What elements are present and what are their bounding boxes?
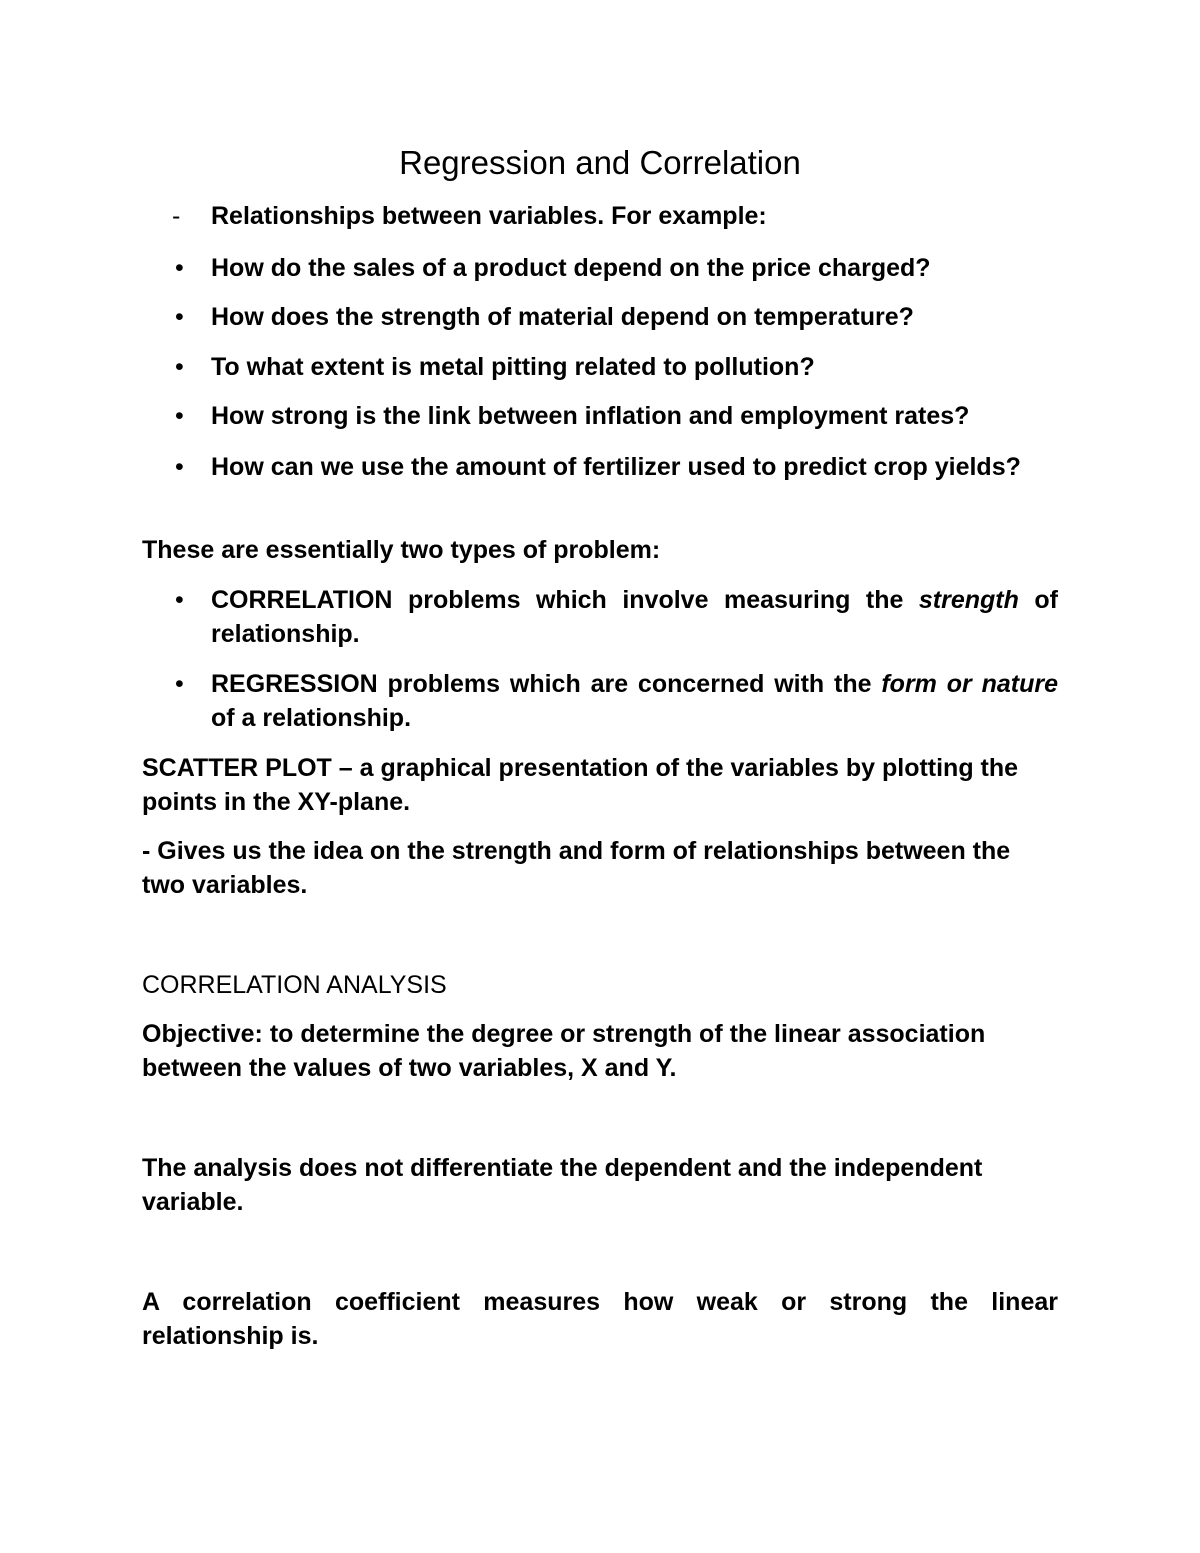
example-item: How can we use the amount of fertilizer used to predict crop yields? (211, 453, 1021, 481)
regression-emphasis: form or nature (881, 670, 1058, 698)
intro-text: Relationships between variables. For example: (211, 202, 767, 230)
objective-paragraph: Objective: to determine the degree or strength of the linear association between the values of two variables, X and Y. (142, 1020, 986, 1082)
regression-problem-item (211, 667, 1058, 735)
regression-text-before: REGRESSION problems which are concerned with the (211, 670, 882, 698)
correlation-emphasis: strength (918, 586, 1019, 614)
example-item: How strong is the link between inflation and employment rates? (211, 402, 970, 430)
scatter-plot-note: - Gives us the idea on the strength and form of relationships between the two variables. (142, 837, 1011, 899)
coefficient-paragraph: A correlation coefficient measures how weak or strong the linear relationship is. (142, 1288, 1058, 1350)
correlation-problem-item (211, 583, 1058, 651)
example-item: How does the strength of material depend on temperature? (211, 303, 914, 331)
correlation-text-after: of relationship. (211, 586, 1058, 648)
bullet-marker: • (175, 453, 184, 481)
bullet-marker: • (175, 303, 184, 331)
bullet-marker: • (175, 353, 184, 381)
example-item: To what extent is metal pitting related to pollution? (211, 353, 815, 381)
bullet-marker: • (175, 586, 184, 614)
correlation-text-before: CORRELATION problems which involve measuring the (211, 586, 919, 614)
types-lead: These are essentially two types of problem: (142, 536, 661, 564)
bullet-marker: • (175, 402, 184, 430)
dash-marker: - (172, 202, 181, 230)
analysis-paragraph: The analysis does not differentiate the dependent and the independent variable. (142, 1154, 983, 1216)
example-item: How do the sales of a product depend on the price charged? (211, 254, 931, 282)
scatter-plot-definition: SCATTER PLOT – a graphical presentation of the variables by plotting the points in the XY-plane. (142, 754, 1019, 816)
bullet-marker: • (175, 254, 184, 282)
section-heading: CORRELATION ANALYSIS (142, 971, 447, 999)
bullet-marker: • (175, 670, 184, 698)
regression-text-after: of a relationship. (211, 704, 412, 732)
page-title: Regression and Correlation (399, 144, 801, 181)
